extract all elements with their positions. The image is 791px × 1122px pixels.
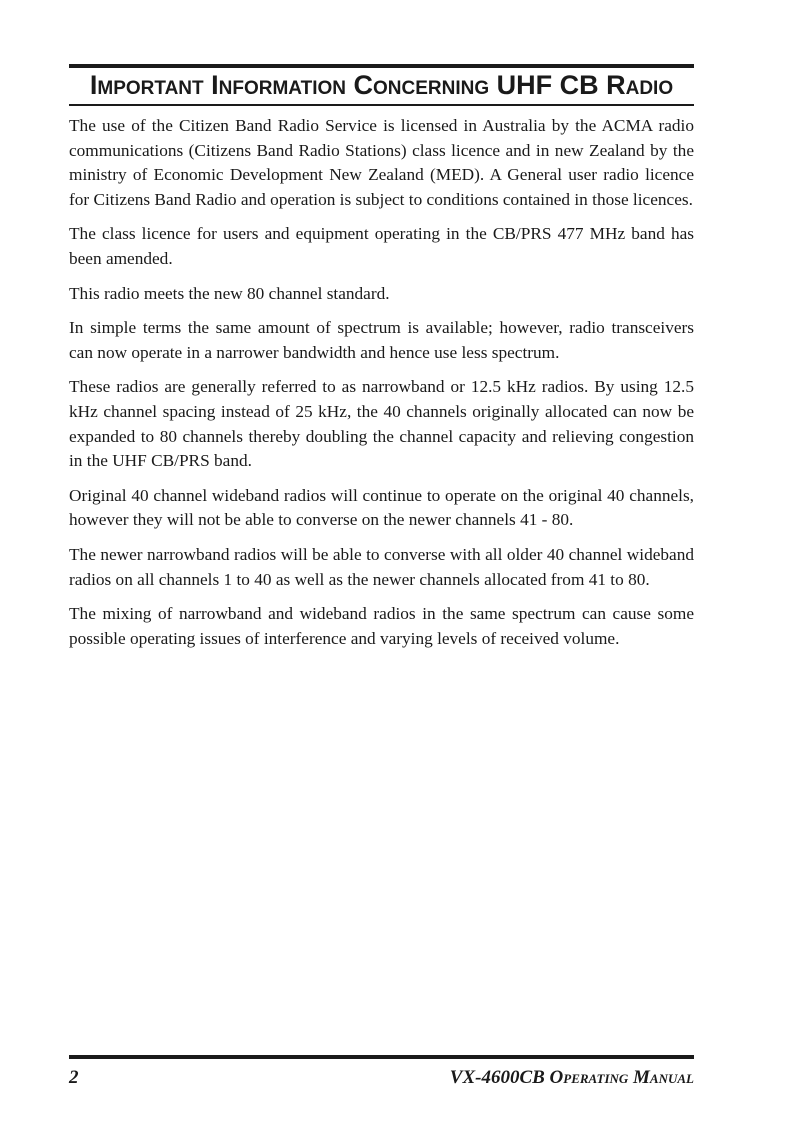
paragraph-spectrum: In simple terms the same amount of spectrum is available; however, radio transceivers can now operate in a narrower bandwidth and hence use less spectrum. bbox=[69, 318, 694, 362]
paragraph-wideband: Original 40 channel wideband radios will continue to operate on the original 40 channels, however they will not be able to converse on the newer channels 41 - 80. bbox=[69, 485, 694, 530]
footer-rule bbox=[69, 1055, 694, 1059]
paragraph-standard: This radio meets the new 80 channel standard. bbox=[69, 283, 390, 303]
footer-row bbox=[69, 1067, 694, 1089]
page-body bbox=[69, 64, 694, 661]
page-heading: Important Information Concerning UHF CB Radio bbox=[89, 70, 674, 100]
heading-bottom-rule bbox=[69, 104, 694, 106]
heading-top-rule bbox=[69, 64, 694, 68]
manual-title: VX-4600CB Operating Manual bbox=[449, 1067, 694, 1088]
paragraph-narrowband: These radios are generally referred to as narrowband or 12.5 kHz radios. By using 12.5 kHz channel spacing instead of 25 kHz, the 40 channels originally allocated can now be expanded to 80 channels thereby doubling the channel capacity and relieving congestion in the UHF CB/PRS band. bbox=[69, 377, 694, 471]
page-number: 2 bbox=[69, 1067, 79, 1088]
paragraph-licensing: The use of the Citizen Band Radio Service is licensed in Australia by the ACMA radio communications (Citizens Band Radio Stations) class licence and in new Zealand by the ministry of Economic Development New Zealand (MED). A General user radio licence for Citizens Band Radio and operation is subject to conditions contained in those licences. bbox=[69, 116, 694, 209]
paragraph-class-licence: The class licence for users and equipment operating in the CB/PRS 477 MHz band has been amended. bbox=[69, 224, 694, 268]
paragraph-compatibility: The newer narrowband radios will be able to converse with all older 40 channel wideband radios on all channels 1 to 40 as well as the newer channels allocated from 41 to 80. bbox=[69, 544, 694, 589]
page-footer bbox=[69, 1055, 694, 1089]
paragraph-interference: The mixing of narrowband and wideband radios in the same spectrum can cause some possible operating issues of interference and varying levels of received volume. bbox=[69, 604, 694, 648]
